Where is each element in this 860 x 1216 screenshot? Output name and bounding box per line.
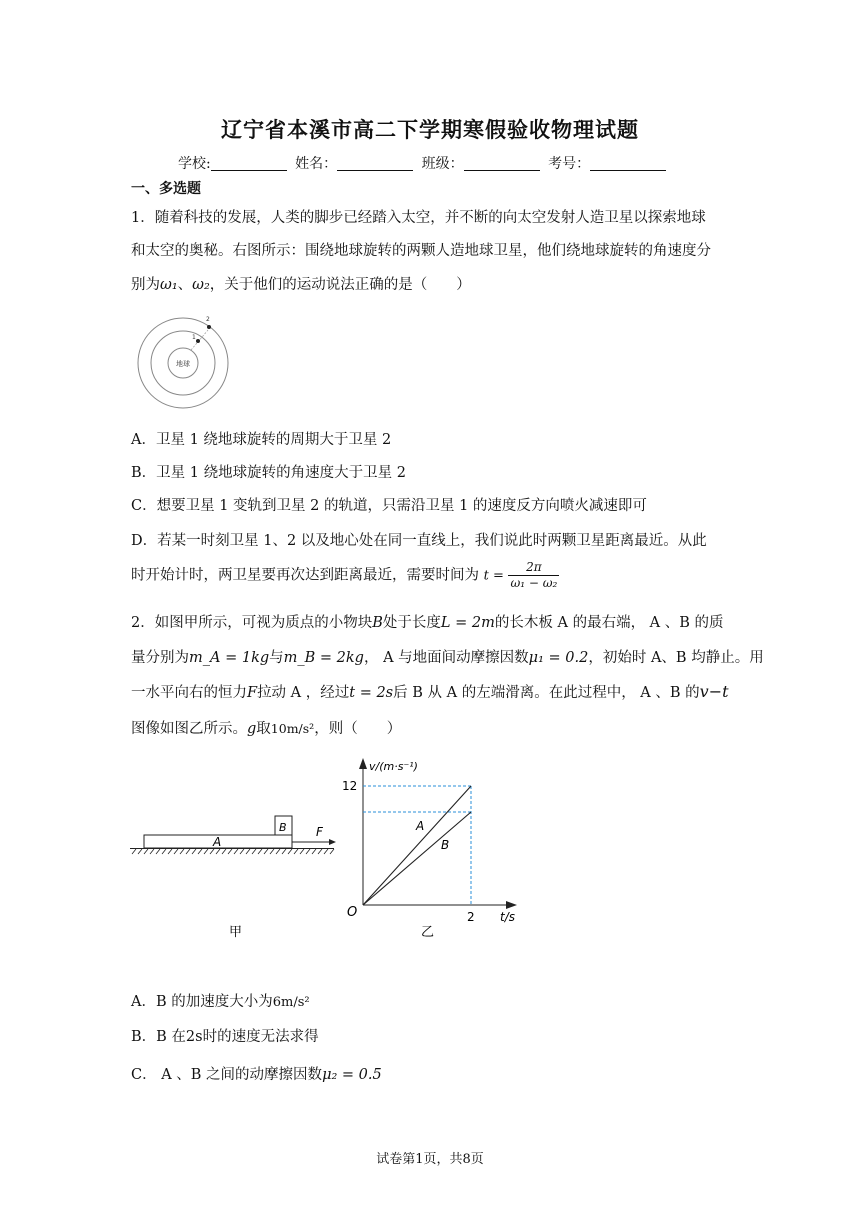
q2-option-b-suffix: 时的速度无法求得 bbox=[202, 1029, 319, 1045]
q2-l1-a: 2．如图甲所示，可视为质点的小物块 bbox=[131, 615, 373, 631]
figure-jia bbox=[126, 810, 346, 945]
q2-line-1 bbox=[131, 611, 724, 632]
q1-option-b: B．卫星 1 绕地球旋转的角速度大于卫星 2 bbox=[131, 465, 406, 481]
q1-option-c: C．想要卫星 1 变轨到卫星 2 的轨道，只需沿卫星 1 的速度反方向喷火减速即可 bbox=[131, 498, 647, 514]
ground-hatching bbox=[132, 849, 334, 854]
q2-l4-d: 10m/s² bbox=[270, 721, 315, 736]
q2-l1-c: 处于长度 bbox=[382, 615, 441, 631]
force-label: F bbox=[316, 825, 323, 839]
page-title: 辽宁省本溪市高二下学期寒假验收物理试题 bbox=[221, 117, 639, 142]
q1-option-d-prefix: 时开始计时，两卫星要再次达到距离最近，需要时间为 bbox=[131, 567, 479, 584]
formula-fraction bbox=[508, 560, 559, 591]
school-label: 学校: bbox=[178, 156, 211, 172]
q1-line-3-prefix: 别为 bbox=[131, 277, 160, 293]
origin-label: O bbox=[347, 905, 358, 920]
satellite-2-label: 2 bbox=[206, 316, 210, 323]
q2-option-b-text: B．B 在 bbox=[131, 1029, 186, 1045]
figure-jia-caption: 甲 bbox=[229, 925, 243, 940]
q2-l3-b: F bbox=[247, 685, 258, 701]
q2-l3-f: v−t bbox=[699, 682, 729, 701]
satellite-2-dot bbox=[207, 325, 211, 329]
q2-l2-d: m_B = 2kg bbox=[283, 650, 364, 666]
line-b-label: B bbox=[441, 838, 450, 852]
section-heading: 一、多选题 bbox=[131, 181, 201, 197]
formula-denominator: ω₁ − ω₂ bbox=[510, 576, 558, 590]
class-label: 班级： bbox=[421, 156, 464, 172]
x-axis-arrow bbox=[506, 901, 517, 909]
formula-numerator: 2π bbox=[508, 560, 559, 576]
q2-l4-c: 取 bbox=[256, 721, 271, 737]
q2-option-c-value: μ₂ = 0.5 bbox=[322, 1067, 382, 1083]
q2-option-a bbox=[131, 990, 310, 1011]
q2-option-c bbox=[131, 1063, 382, 1084]
q2-option-c-text: C． A 、B 之间的动摩擦因数 bbox=[131, 1067, 323, 1083]
school-blank[interactable] bbox=[211, 156, 287, 171]
line-a-label: A bbox=[416, 819, 425, 833]
class-blank[interactable] bbox=[464, 156, 540, 171]
q2-line-3 bbox=[131, 681, 729, 702]
formula-lhs: t = bbox=[483, 568, 504, 584]
q2-line-4 bbox=[131, 717, 401, 738]
q1-line-3-suffix: ，关于他们的运动说法正确的是（ ） bbox=[209, 277, 471, 293]
exam-no-blank[interactable] bbox=[590, 156, 666, 171]
omega-2: ω₂ bbox=[192, 277, 210, 293]
earth-label: 地球 bbox=[176, 360, 190, 368]
q2-l4-e: ，则（ ） bbox=[314, 721, 402, 737]
block-b-label: B bbox=[279, 821, 287, 834]
y-tick-12: 12 bbox=[342, 779, 358, 793]
satellite-1-label: 1 bbox=[192, 334, 196, 341]
figure-yi-caption: 乙 bbox=[421, 925, 435, 940]
q2-l4-a: 图像如图乙所示。 bbox=[131, 721, 247, 737]
page-footer: 试卷第1页，共8页 bbox=[376, 1152, 484, 1167]
q2-l4-b: g bbox=[247, 721, 257, 737]
q2-l1-e: 的长木板 A 的最右端， A 、B 的质 bbox=[494, 615, 724, 631]
q1-line-3 bbox=[131, 273, 471, 294]
q2-option-b-value: 2s bbox=[185, 1029, 203, 1045]
q2-l1-b: B bbox=[372, 615, 383, 631]
q1-option-a: A．卫星 1 绕地球旋转的周期大于卫星 2 bbox=[131, 432, 392, 448]
q1-line-1: 1．随着科技的发展，人类的脚步已经踏入太空，并不断的向太空发射人造卫星以探索地球 bbox=[131, 210, 706, 226]
q2-l2-g: ，初始时 A、B 均静止。用 bbox=[588, 650, 764, 666]
q2-option-b bbox=[131, 1025, 319, 1046]
q1-line-3-sep: 、 bbox=[177, 277, 193, 293]
q2-l2-b: m_A = 1kg bbox=[189, 650, 270, 666]
y-axis-arrow bbox=[359, 758, 367, 769]
q1-option-d-line-1: D．若某一时刻卫星 1、2 以及地心处在同一直线上，我们说此时两颗卫星距离最近。从此 bbox=[131, 533, 707, 549]
y-axis-label: v/(m·s⁻¹) bbox=[369, 760, 418, 773]
q2-l2-c: 与 bbox=[269, 650, 284, 666]
orbit-figure bbox=[136, 312, 236, 412]
omega-1: ω₁ bbox=[160, 277, 178, 293]
q2-l2-f: μ₁ = 0.2 bbox=[528, 650, 589, 666]
q1-line-2: 和太空的奥秘。右图所示：围绕地球旋转的两颗人造地球卫星，他们绕地球旋转的角速度分 bbox=[131, 243, 711, 259]
board-a-label: A bbox=[213, 835, 222, 849]
q2-l3-e: 后 B 从 A 的左端滑离。在此过程中， A 、B 的 bbox=[393, 685, 700, 701]
q2-l3-c: 拉动 A ，经过 bbox=[257, 685, 350, 701]
q1-option-d-line-2 bbox=[131, 560, 559, 591]
name-blank[interactable] bbox=[337, 156, 413, 171]
name-label: 姓名： bbox=[295, 156, 338, 172]
q2-l3-a: 一水平向右的恒力 bbox=[131, 685, 247, 701]
q2-l3-d: t = 2s bbox=[349, 685, 394, 701]
satellite-1-dot bbox=[196, 339, 200, 343]
q2-option-a-value: 6m/s² bbox=[272, 995, 310, 1010]
q2-l1-d: L = 2m bbox=[440, 615, 495, 631]
x-tick-2: 2 bbox=[467, 910, 475, 924]
exam-no-label: 考号： bbox=[548, 156, 591, 172]
q2-option-a-text: A．B 的加速度大小为 bbox=[131, 994, 273, 1010]
q2-l2-e: ， A 与地面间动摩擦因数 bbox=[363, 650, 529, 666]
q2-l2-a: 量分别为 bbox=[131, 650, 189, 666]
student-info-line bbox=[178, 153, 670, 173]
x-axis-label: t/s bbox=[500, 910, 515, 924]
figure-yi bbox=[330, 755, 530, 945]
line-a bbox=[363, 786, 471, 905]
q2-line-2 bbox=[131, 646, 764, 667]
